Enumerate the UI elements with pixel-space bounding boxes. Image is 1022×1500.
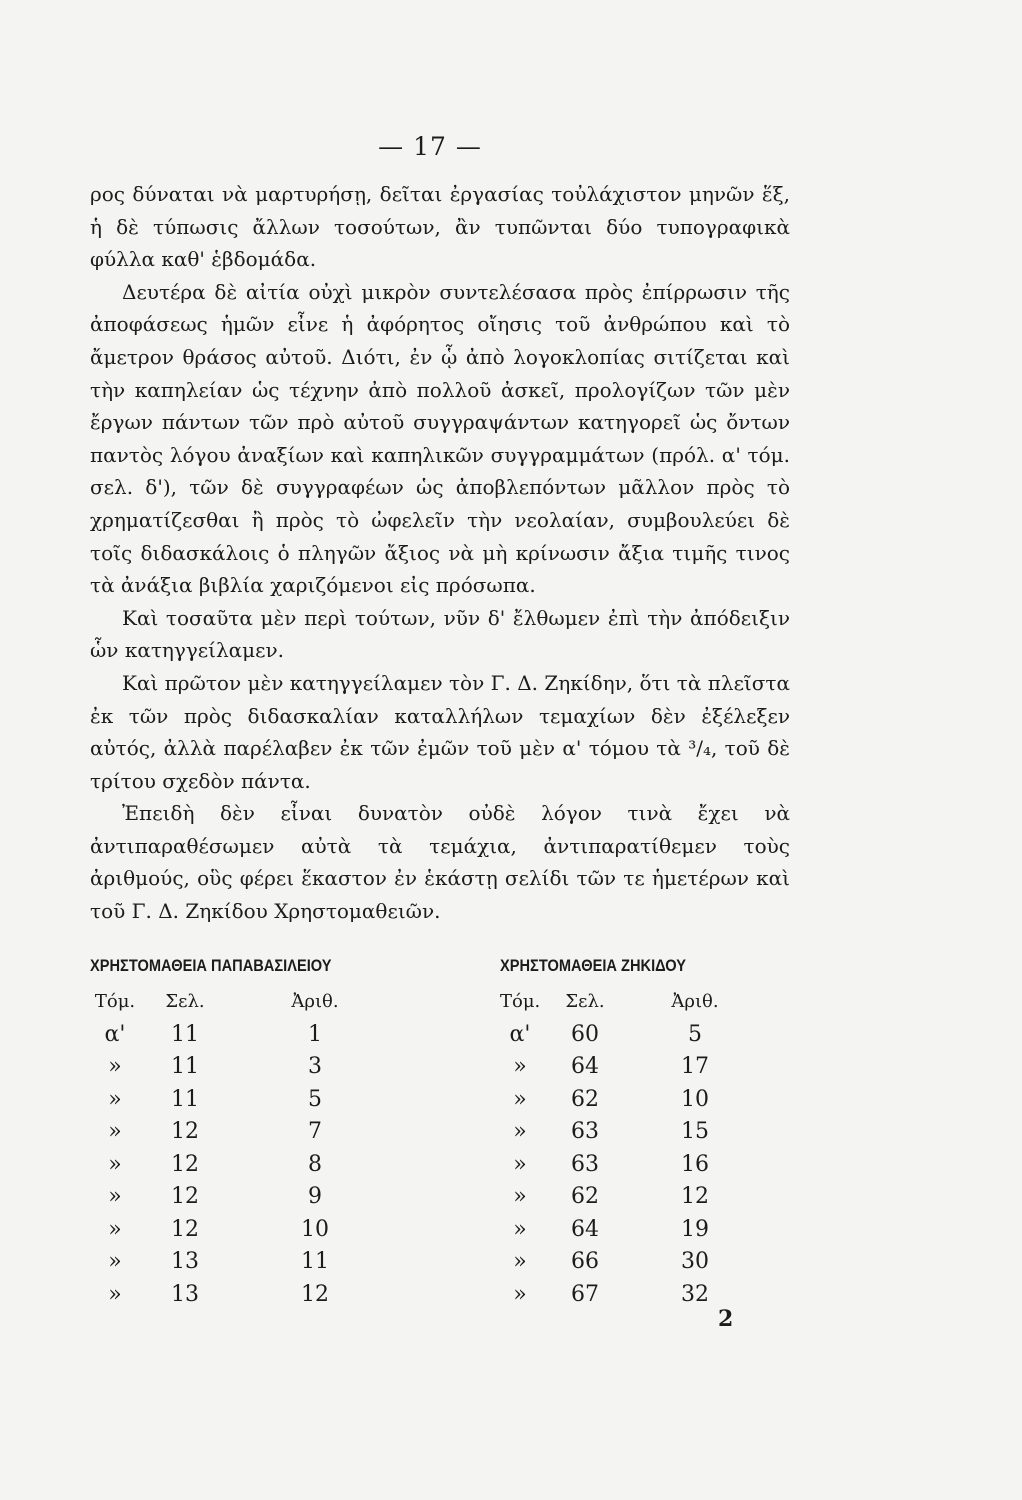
cell-number: 10 xyxy=(301,1216,329,1242)
table-row xyxy=(500,1213,760,1246)
cell-number: 8 xyxy=(308,1151,322,1177)
cell-page: 62 xyxy=(571,1086,599,1112)
cell-page: 60 xyxy=(571,1021,599,1047)
cell-volume: » xyxy=(513,1151,527,1177)
cell-page: 13 xyxy=(171,1249,199,1275)
cell-number: 16 xyxy=(681,1151,709,1177)
column-header-number: Ἀριθ. xyxy=(671,990,719,1012)
cell-volume: » xyxy=(513,1249,527,1275)
cell-number: 7 xyxy=(308,1119,322,1145)
cell-number: 17 xyxy=(681,1054,709,1080)
cell-volume: » xyxy=(108,1281,122,1307)
table-row xyxy=(500,1181,760,1214)
cell-volume: » xyxy=(108,1086,122,1112)
table-row xyxy=(90,1278,400,1311)
cell-number: 5 xyxy=(308,1086,322,1112)
cell-volume: » xyxy=(108,1119,122,1145)
table-row xyxy=(500,1018,760,1051)
signature-mark: 2 xyxy=(718,1306,734,1332)
paragraph: Καὶ τοσαῦτα μὲν περὶ τούτων, νῦν δ' ἔλθωμεν ἐπὶ τὴν ἀπόδειξιν ὧν κατηγγείλαμεν. xyxy=(90,605,790,663)
cell-number: 1 xyxy=(308,1021,322,1047)
cell-page: 66 xyxy=(571,1249,599,1275)
table-row xyxy=(90,1213,400,1246)
paragraph: Καὶ πρῶτον μὲν κατηγγείλαμεν τὸν Γ. Δ. Ζηκίδην, ὅτι τὰ πλεῖστα ἐκ τῶν πρὸς διδασκαλίαν καταλλήλων τεμαχίων δὲν ἐξέλεξεν αὐτός, ἀλλὰ παρέλαβεν ἐκ τῶν ἐμῶν τοῦ μὲν α' τόμου τὰ ³/₄, τοῦ δὲ τρίτου σχεδὸν πάντα. xyxy=(90,670,790,793)
table-row xyxy=(90,1051,400,1084)
table-row xyxy=(500,1051,760,1084)
cell-page: 64 xyxy=(571,1054,599,1080)
column-header-number: Ἀριθ. xyxy=(291,990,339,1012)
cell-page: 62 xyxy=(571,1184,599,1210)
cell-volume: » xyxy=(513,1184,527,1210)
cell-volume: » xyxy=(108,1216,122,1242)
cell-page: 11 xyxy=(171,1086,199,1112)
cell-page: 12 xyxy=(171,1184,199,1210)
cell-volume: α' xyxy=(509,1021,531,1047)
table-zikidou xyxy=(500,956,760,1311)
cell-page: 63 xyxy=(571,1151,599,1177)
cell-number: 5 xyxy=(688,1021,702,1047)
table-title: ΧΡΗΣΤΟΜΑΘΕΙΑ ΠΑΠΑΒΑΣΙΛΕΙΟΥ xyxy=(90,956,332,975)
cell-number: 10 xyxy=(681,1086,709,1112)
cell-page: 11 xyxy=(171,1054,199,1080)
cell-volume: α' xyxy=(104,1021,126,1047)
cell-number: 11 xyxy=(301,1249,329,1275)
table-row xyxy=(500,1116,760,1149)
cell-page: 12 xyxy=(171,1119,199,1145)
cell-volume: » xyxy=(513,1281,527,1307)
table-row xyxy=(500,1083,760,1116)
column-header-volume: Τόμ. xyxy=(500,990,541,1012)
cell-number: 15 xyxy=(681,1119,709,1145)
cell-page: 63 xyxy=(571,1119,599,1145)
cell-volume: » xyxy=(108,1184,122,1210)
table-header-row xyxy=(500,984,760,1018)
cell-page: 12 xyxy=(171,1216,199,1242)
table-row xyxy=(90,1181,400,1214)
cell-volume: » xyxy=(108,1249,122,1275)
cell-page: 67 xyxy=(571,1281,599,1307)
cell-volume: » xyxy=(513,1086,527,1112)
cell-page: 13 xyxy=(171,1281,199,1307)
cell-number: 3 xyxy=(308,1054,322,1080)
paragraph-continuation: ρος δύναται νὰ μαρτυρήσῃ, δεῖται ἐργασίας τοὐλάχιστον μηνῶν ἕξ, ἡ δὲ τύπωσις ἄλλων τοσούτων, ἂν τυπῶνται δύο τυπογραφικὰ φύλλα καθ' ἑβδομάδα. xyxy=(90,182,790,272)
cell-page: 11 xyxy=(171,1021,199,1047)
table-row xyxy=(90,1148,400,1181)
column-header-volume: Τόμ. xyxy=(94,990,136,1012)
table-body xyxy=(90,1018,400,1311)
table-row xyxy=(500,1246,760,1279)
cell-volume: » xyxy=(108,1151,122,1177)
cell-number: 32 xyxy=(681,1281,709,1307)
table-row xyxy=(90,1018,400,1051)
table-body xyxy=(500,1018,760,1311)
table-row xyxy=(500,1148,760,1181)
paragraph: Δευτέρα δὲ αἰτία οὐχὶ μικρὸν συντελέσασα πρὸς ἐπίρρωσιν τῆς ἀποφάσεως ἡμῶν εἶνε ἡ ἀφόρητος οἴησις τοῦ ἀνθρώπου καὶ τὸ ἄμετρον θράσος αὐτοῦ. Διότι, ἐν ᾧ ἀπὸ λογοκλοπίας σιτίζεται καὶ τὴν καπηλείαν ὡς τέχνην ἀπὸ πολλοῦ ἀσκεῖ, προλογίζων τῶν μὲν ἔργων πάντων τῶν πρὸ αὐτοῦ συγγραψάντων κατηγορεῖ ὡς ὄντων παντὸς λόγου ἀναξίων καὶ καπηλικῶν συγγραμμάτων (πρόλ. α' τόμ. σελ. δ'), τῶν δὲ συγγραφέων ὡς ἀποβλεπόντων μᾶλλον πρὸς τὸ χρηματίζεσθαι ἢ πρὸς τὸ ὠφελεῖν τὴν νεολαίαν, συμβουλεύει δὲ τοῖς διδασκάλοις ὁ πληγῶν ἄξιος νὰ μὴ κρίνωσιν ἄξια τιμῆς τινος τὰ ἀνάξια βιβλία χαριζόμενοι εἰς πρόσωπα. xyxy=(90,279,790,598)
cell-number: 12 xyxy=(301,1281,329,1307)
cell-volume: » xyxy=(108,1054,122,1080)
paragraph: Ἐπειδὴ δὲν εἶναι δυνατὸν οὐδὲ λόγον τινὰ ἔχει νὰ ἀντιπαραθέσωμεν αὐτὰ τὰ τεμάχια, ἀντιπαρατίθεμεν τοὺς ἀριθμούς, οὓς φέρει ἕκαστον ἐν ἑκάστῃ σελίδι τῶν τε ἡμετέρων καὶ τοῦ Γ. Δ. Ζηκίδου Χρηστομαθειῶν. xyxy=(90,801,790,924)
table-papavasileiou xyxy=(90,956,400,1311)
cell-number: 12 xyxy=(681,1184,709,1210)
table-row xyxy=(90,1083,400,1116)
comparison-tables xyxy=(90,956,750,1316)
cell-number: 30 xyxy=(681,1249,709,1275)
cell-number: 9 xyxy=(308,1184,322,1210)
cell-volume: » xyxy=(513,1119,527,1145)
table-row xyxy=(90,1116,400,1149)
cell-number: 19 xyxy=(681,1216,709,1242)
body-text xyxy=(90,178,790,928)
table-title: ΧΡΗΣΤΟΜΑΘΕΙΑ ΖΗΚΙΔΟΥ xyxy=(500,956,686,975)
cell-volume: » xyxy=(513,1216,527,1242)
page-number: — 17 — xyxy=(378,132,482,161)
cell-page: 64 xyxy=(571,1216,599,1242)
table-header-row xyxy=(90,984,400,1018)
cell-volume: » xyxy=(513,1054,527,1080)
column-header-page: Σελ. xyxy=(165,990,205,1012)
table-row xyxy=(90,1246,400,1279)
cell-page: 12 xyxy=(171,1151,199,1177)
column-header-page: Σελ. xyxy=(565,990,605,1012)
